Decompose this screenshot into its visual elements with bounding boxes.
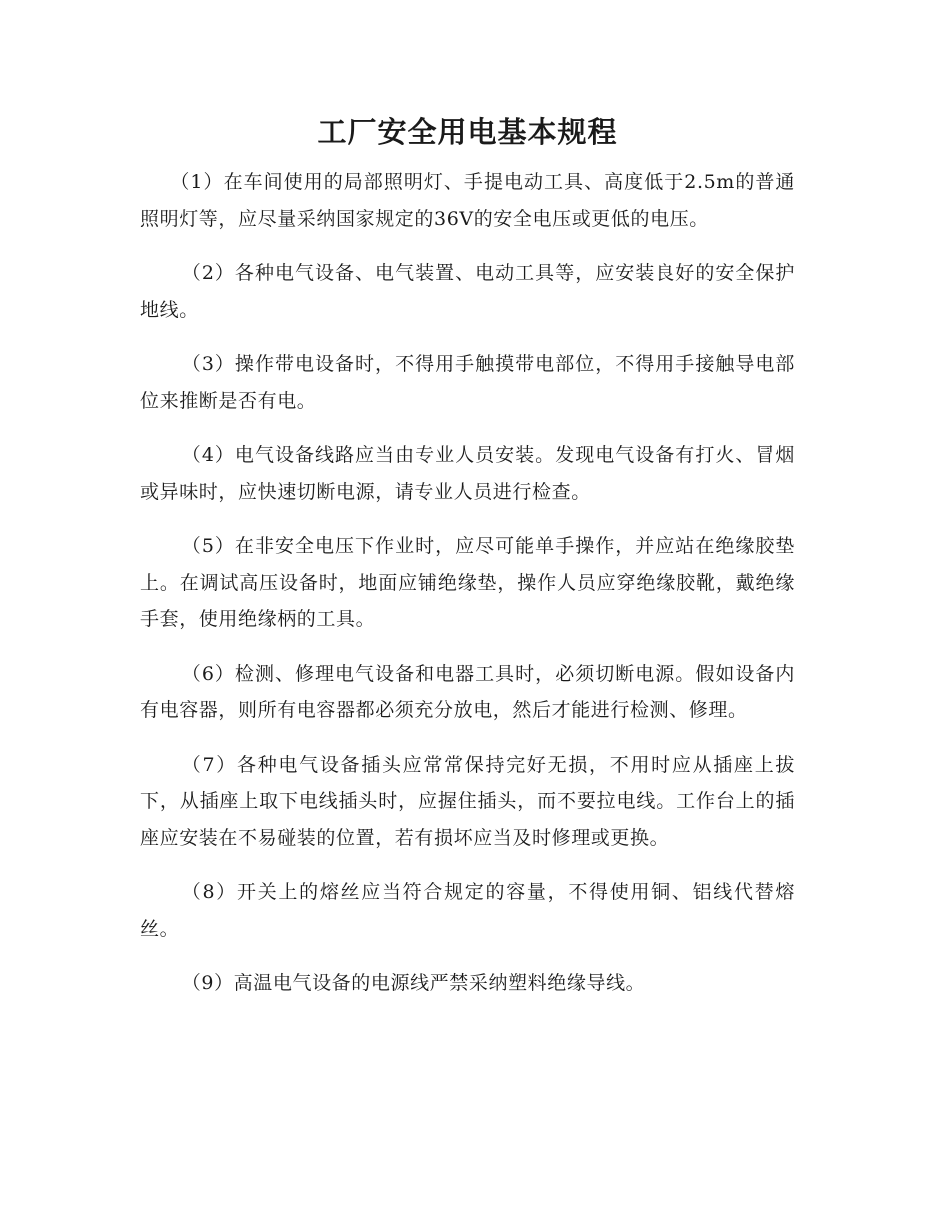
clause-9: （9）高温电气设备的电源线严禁采纳塑料绝缘导线。 <box>181 972 646 994</box>
clause-5: （5）在非安全电压下作业时，应尽可能单手操作，并应站在绝缘胶垫上。在调试高压设备时，地面应铺绝缘垫，操作人员应穿绝缘胶靴，戴绝缘手套，使用绝缘柄的工具。 <box>140 535 795 630</box>
clause-7: （7）各种电气设备插头应常常保持完好无损，不用时应从插座上拔下，从插座上取下电线插头时，应握住插头，而不要拉电线。工作台上的插座应安装在不易碰装的位置，若有损坏应当及时修理或更换。 <box>140 753 795 849</box>
document-title: 工厂安全用电基本规程 <box>317 115 618 149</box>
clause-2: （2）各种电气设备、电气装置、电动工具等，应安装良好的安全保护地线。 <box>140 262 795 321</box>
clause-4: （4）电气设备线路应当由专业人员安装。发现电气设备有打火、冒烟或异味时，应快速切断电源，请专业人员进行检查。 <box>140 444 795 503</box>
clause-1: （1）在车间使用的局部照明灯、手提电动工具、高度低于2.5m的普通照明灯等，应尽量采纳国家规定的36V的安全电压或更低的电压。 <box>140 171 795 230</box>
clause-3: （3）操作带电设备时，不得用手触摸带电部位，不得用手接触导电部位来推断是否有电。 <box>140 353 795 412</box>
clause-6: （6）检测、修理电气设备和电器工具时，必须切断电源。假如设备内有电容器，则所有电容器都必须充分放电，然后才能进行检测、修理。 <box>140 662 795 721</box>
document-page <box>140 110 795 1002</box>
clause-8: （8）开关上的熔丝应当符合规定的容量，不得使用铜、铝线代替熔丝。 <box>140 881 795 940</box>
